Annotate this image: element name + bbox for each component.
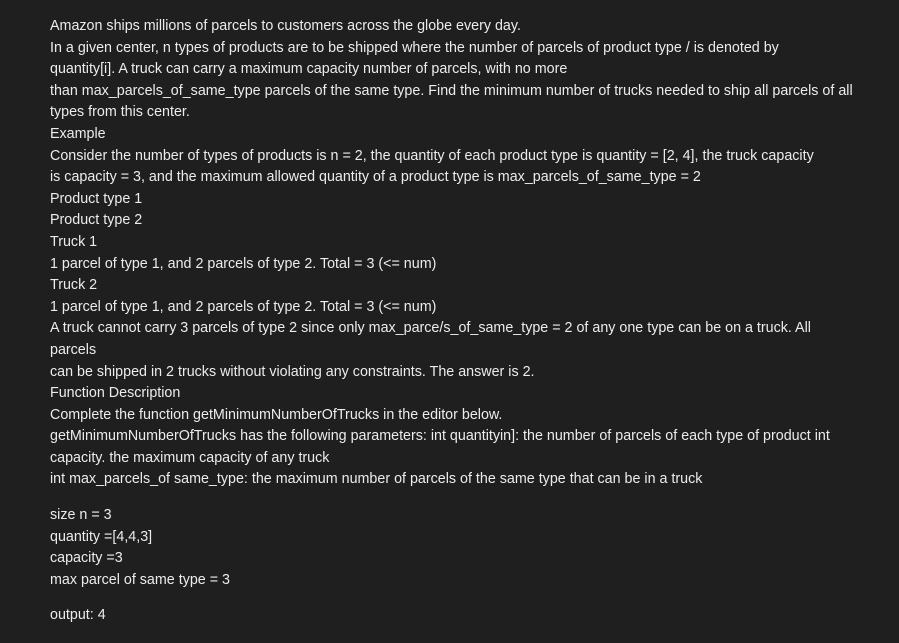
problem-line: 1 parcel of type 1, and 2 parcels of type 2. Total = 3 (<= num) [50, 298, 437, 315]
problem-line: Truck 1 [50, 233, 98, 250]
problem-line: Product type 2 [50, 212, 143, 229]
problem-line: 1 parcel of type 1, and 2 parcels of type 2. Total = 3 (<= num) [50, 255, 437, 272]
problem-line: Truck 2 [50, 277, 98, 294]
example-heading: Example [50, 125, 106, 142]
problem-line: capacity. the maximum capacity of any truck [50, 449, 330, 466]
output-text: output: 4 [50, 607, 106, 624]
problem-line: A truck cannot carry 3 parcels of type 2 since only max_parce/s_of_same_type = 2 of any one type can be on a truck. All [50, 320, 811, 337]
problem-line: parcels [50, 341, 97, 358]
test-capacity: capacity =3 [50, 550, 123, 567]
problem-line: types from this center. [50, 104, 190, 121]
test-max-parcel: max parcel of same type = 3 [50, 571, 230, 588]
problem-line: can be shipped in 2 trucks without violating any constraints. The answer is 2. [50, 363, 535, 380]
problem-line: Product type 1 [50, 190, 143, 207]
problem-line: than max_parcels_of_same_type parcels of the same type. Find the minimum number of trucks needed to ship all parcels of all [50, 82, 853, 99]
problem-line: int max_parcels_of same_type: the maximum number of parcels of the same type that can be in a truck [50, 471, 703, 488]
test-size: size n = 3 [50, 507, 112, 524]
output-section [50, 605, 879, 627]
function-description-heading: Function Description [50, 385, 181, 402]
problem-line: In a given center, n types of products are to be shipped where the number of parcels of product type / is denoted by [50, 39, 779, 56]
test-case [50, 505, 879, 591]
problem-statement [50, 16, 879, 491]
problem-line: Amazon ships millions of parcels to customers across the globe every day. [50, 18, 521, 34]
problem-line: Complete the function getMinimumNumberOfTrucks in the editor below. [50, 406, 503, 423]
problem-line: is capacity = 3, and the maximum allowed quantity of a product type is max_parcels_of_same_type = 2 [50, 169, 701, 186]
problem-line: Consider the number of types of products is n = 2, the quantity of each product type is quantity = [2, 4], the truck capacity [50, 147, 814, 164]
test-quantity: quantity =[4,4,3] [50, 528, 153, 545]
problem-line: quantity[i]. A truck can carry a maximum capacity number of parcels, with no more [50, 61, 568, 78]
problem-line: getMinimumNumberOfTrucks has the following parameters: int quantityin]: the number of parcels of each type of product int [50, 428, 830, 445]
